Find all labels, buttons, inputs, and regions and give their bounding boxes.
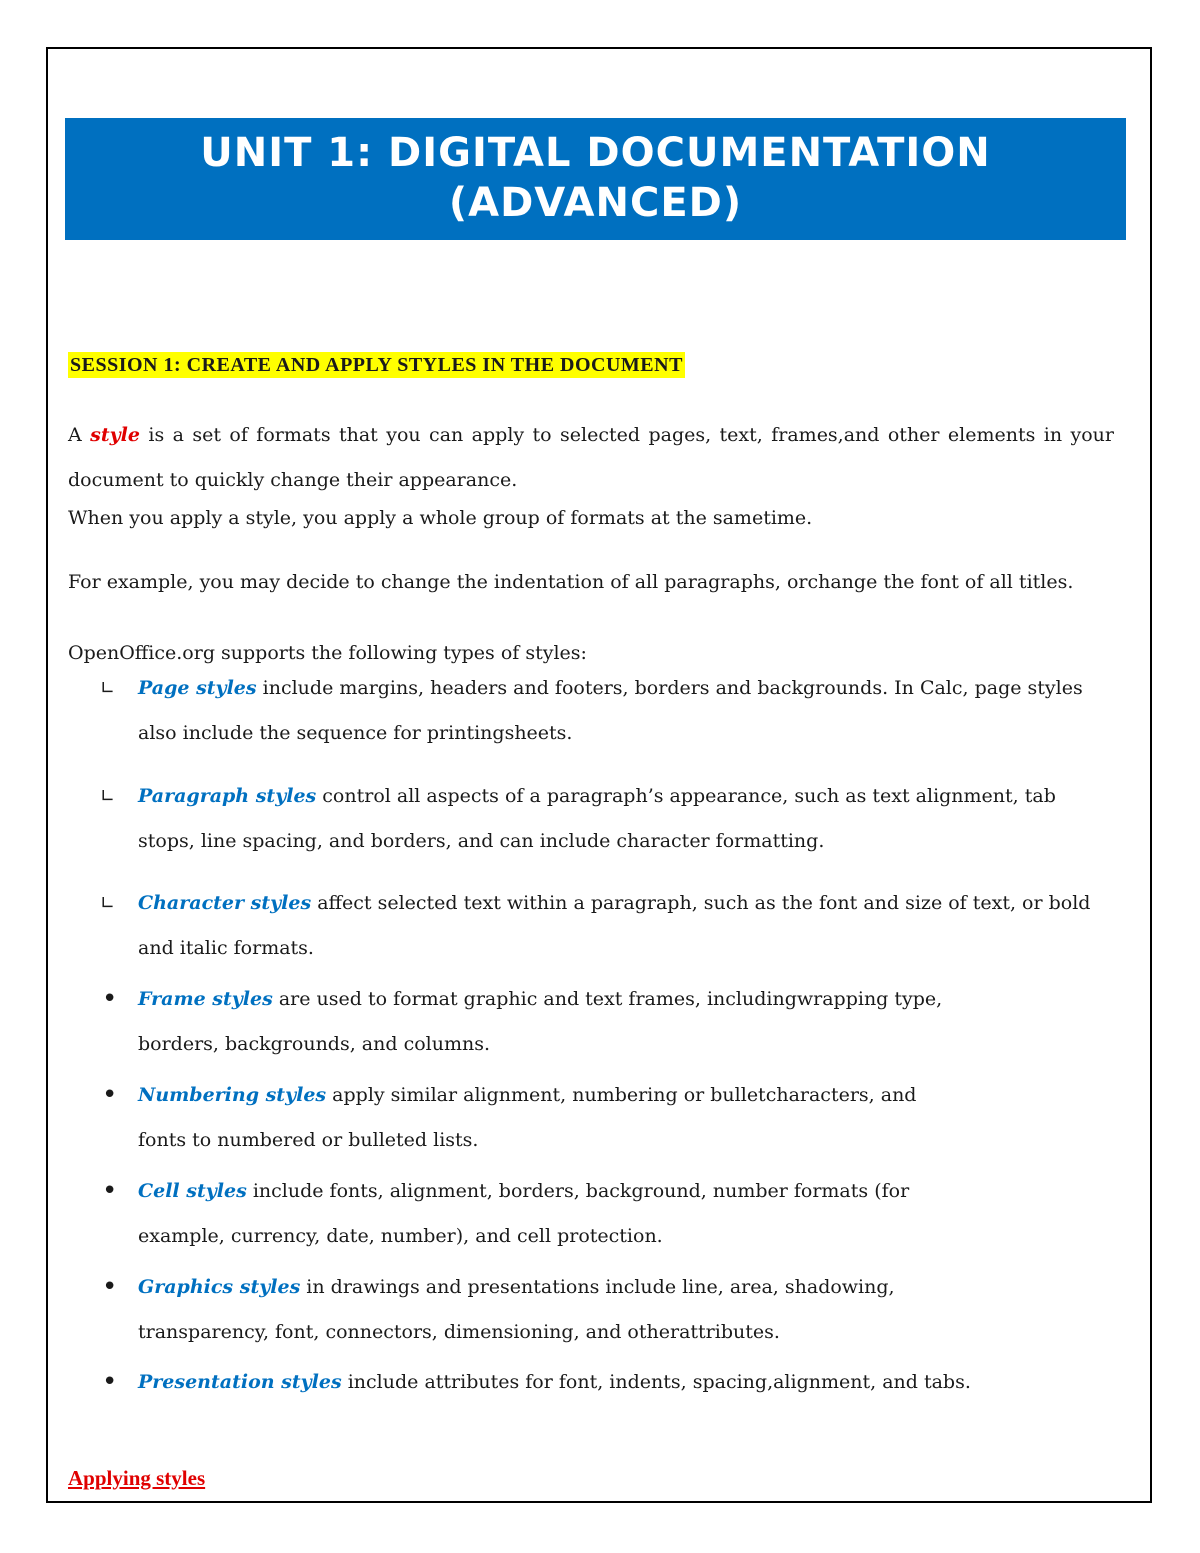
- list-item-text: affect selected text within a paragraph, such as the font and size of text, or bold and italic formats.: [138, 892, 1091, 959]
- list-item: [68, 666, 1114, 756]
- list-item: [68, 1169, 1114, 1259]
- list-item-keyword: Presentation styles: [138, 1371, 342, 1393]
- title-line-1: UNIT 1: DIGITAL DOCUMENTATION: [200, 130, 991, 176]
- list-item: [68, 1073, 1114, 1163]
- bullet-dot-icon: •: [102, 1176, 118, 1206]
- style-types-list: [68, 666, 1114, 1405]
- list-item-text: control all aspects of a paragraph’s appearance, such as text alignment, tab stops, line spacing, and borders, and can include character formatting.: [138, 785, 1056, 852]
- list-item-text: apply similar alignment, numbering or bulletcharacters, and fonts to numbered or bulleted lists.: [138, 1084, 917, 1151]
- list-item-keyword: Paragraph styles: [138, 785, 317, 807]
- list-item-keyword: Character styles: [138, 892, 312, 914]
- list-item: [68, 1360, 1114, 1405]
- list-item-keyword: Numbering styles: [138, 1084, 327, 1106]
- apply-style-paragraph: When you apply a style, you apply a whole group of formats at the sametime.: [68, 507, 813, 529]
- list-item: [68, 774, 1114, 864]
- style-definition-paragraph: [68, 413, 1114, 503]
- list-item-keyword: Graphics styles: [138, 1276, 301, 1298]
- text-run: A: [68, 424, 91, 446]
- list-item-keyword: Cell styles: [138, 1180, 247, 1202]
- list-item-text: include margins, headers and footers, borders and backgrounds. In Calc, page styles also include the sequence for printingsheets.: [138, 677, 1083, 744]
- list-item-text: include fonts, alignment, borders, background, number formats (for example, currency, date, number), and cell protection.: [138, 1180, 910, 1247]
- list-item: [68, 977, 1114, 1067]
- list-item: [68, 881, 1114, 971]
- list-item: [68, 1265, 1114, 1355]
- list-item-keyword: Page styles: [138, 677, 257, 699]
- session-heading: SESSION 1: CREATE AND APPLY STYLES IN THE DOCUMENT: [70, 354, 683, 376]
- text-run: is a set of formats that you can apply to selected pages, text, frames,and other elements in your document to quickly change their appearance.: [68, 424, 1114, 491]
- example-paragraph: For example, you may decide to change the indentation of all paragraphs, orchange the font of all titles.: [68, 571, 1074, 593]
- corner-bullet-icon: ∟: [100, 786, 116, 807]
- bullet-dot-icon: •: [102, 984, 118, 1014]
- corner-bullet-icon: ∟: [100, 893, 116, 914]
- title-banner: [65, 118, 1126, 240]
- bullet-dot-icon: •: [102, 1367, 118, 1397]
- bullet-dot-icon: •: [102, 1080, 118, 1110]
- corner-bullet-icon: ∟: [100, 678, 116, 699]
- document-body: [68, 352, 1114, 1405]
- supports-paragraph: OpenOffice.org supports the following types of styles:: [68, 642, 587, 664]
- list-item-text: include attributes for font, indents, spacing,alignment, and tabs.: [341, 1371, 971, 1393]
- list-item-keyword: Frame styles: [138, 988, 273, 1010]
- title-line-2: (ADVANCED): [448, 180, 743, 226]
- applying-styles-heading: Applying styles: [68, 1466, 206, 1490]
- bullet-dot-icon: •: [102, 1272, 118, 1302]
- list-item-text: in drawings and presentations include line, area, shadowing, transparency, font, connectors, dimensioning, and otherattributes.: [138, 1276, 895, 1343]
- style-keyword: style: [90, 424, 140, 446]
- list-item-text: are used to format graphic and text frames, includingwrapping type, borders, backgrounds, and columns.: [138, 988, 943, 1055]
